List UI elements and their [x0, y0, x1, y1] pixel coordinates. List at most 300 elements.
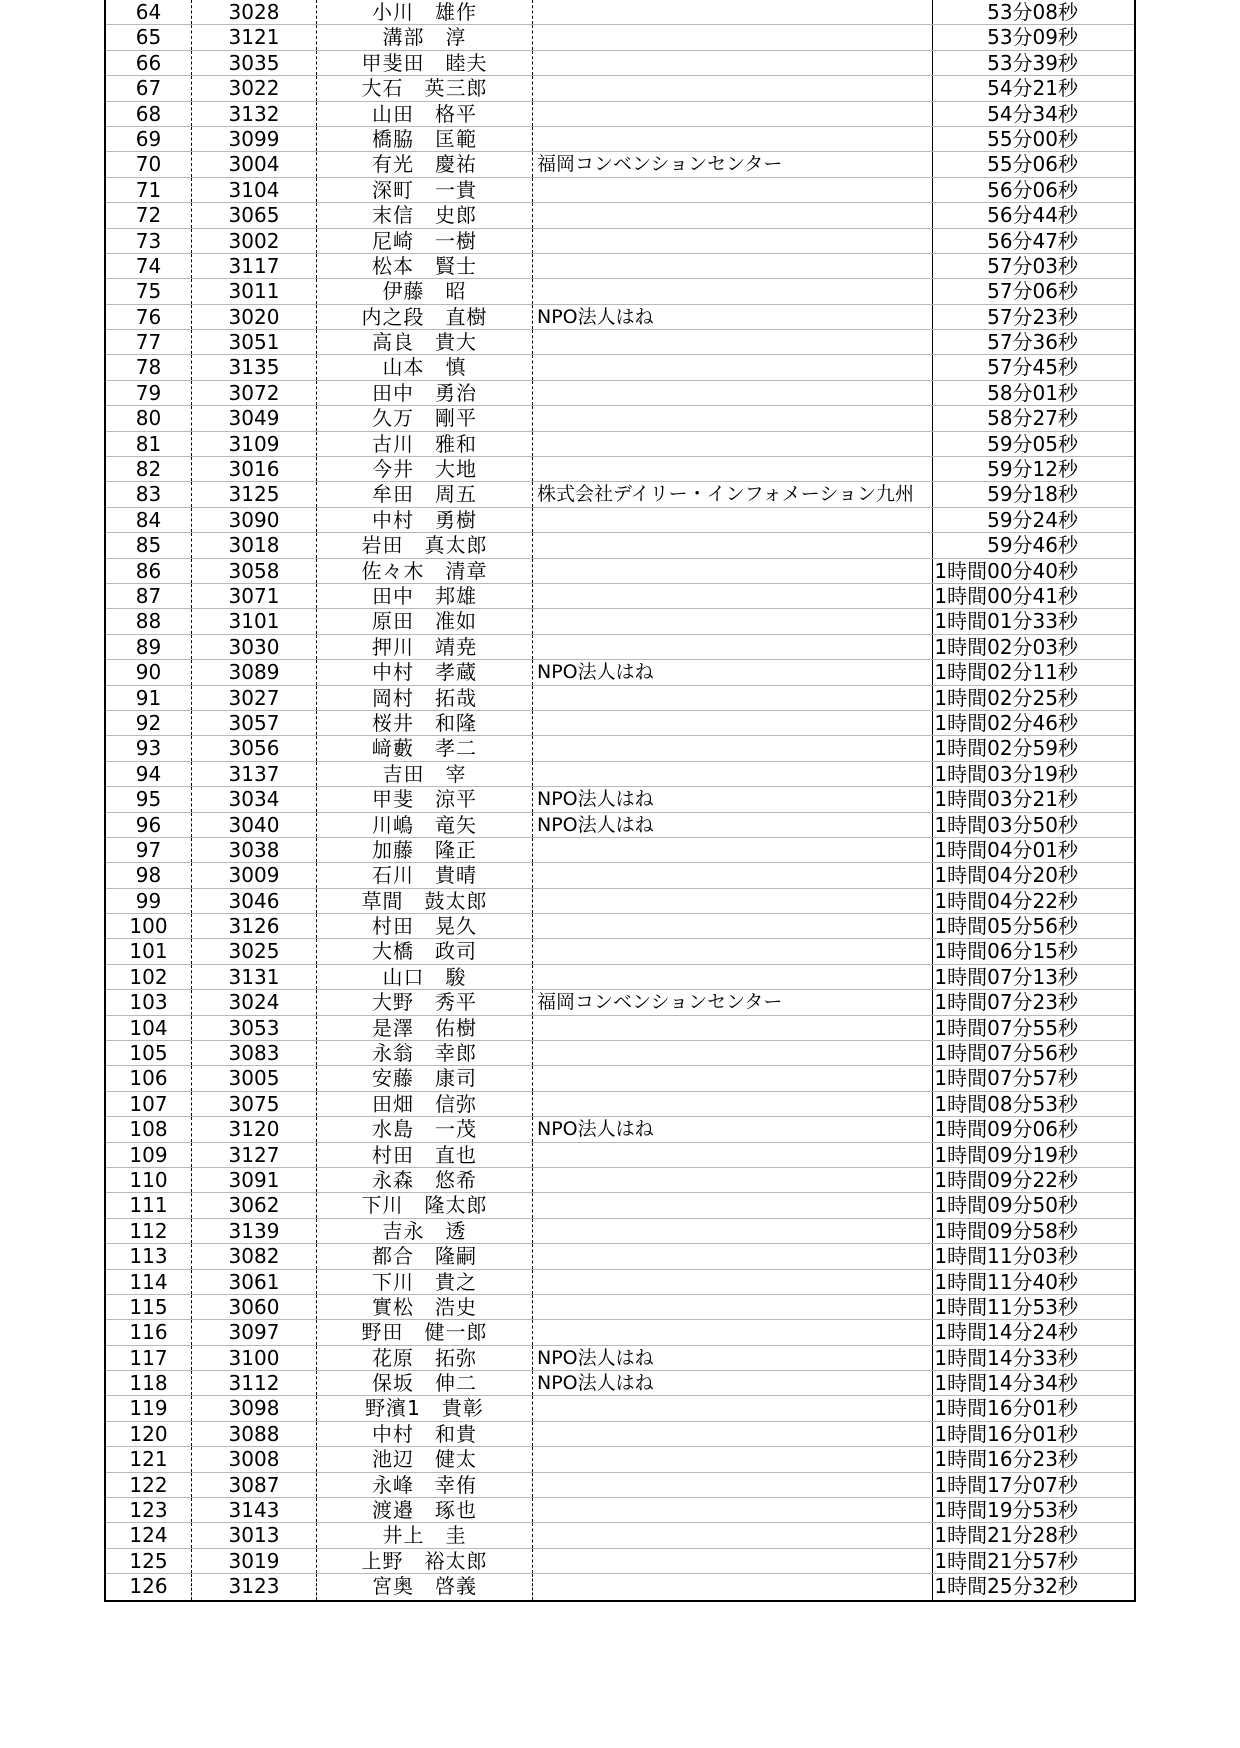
runner-name-cell: 吉永 透	[317, 1219, 533, 1243]
runner-name-cell: 﨑藪 孝二	[317, 736, 533, 760]
team-cell	[533, 965, 933, 989]
team-cell: NPO法人はね	[533, 305, 933, 329]
rank-cell: 93	[106, 736, 192, 760]
finish-time-cell: 1時間03分50秒	[934, 812, 1078, 837]
runner-name-cell: 中村 勇樹	[317, 508, 533, 532]
table-row	[106, 152, 1134, 177]
table-row	[106, 1041, 1134, 1066]
runner-name-cell: 山田 格平	[317, 102, 533, 126]
runner-name-cell: 大石 英三郎	[317, 76, 533, 100]
table-row	[106, 1422, 1134, 1447]
rank-cell: 65	[106, 25, 192, 49]
bib-number-cell: 3058	[192, 559, 317, 583]
finish-time-cell: 59分24秒	[987, 507, 1078, 532]
bib-number-cell: 3051	[192, 330, 317, 354]
team-cell	[533, 229, 933, 253]
runner-name-cell: 下川 隆太郎	[317, 1193, 533, 1217]
rank-cell: 71	[106, 178, 192, 202]
table-row	[106, 279, 1134, 304]
bib-number-cell: 3024	[192, 990, 317, 1014]
team-cell	[533, 635, 933, 659]
runner-name-cell: 桜井 和隆	[317, 711, 533, 735]
table-row	[106, 1244, 1134, 1269]
table-row	[106, 914, 1134, 939]
finish-time-cell: 57分45秒	[987, 355, 1078, 380]
finish-time-cell: 1時間07分23秒	[934, 990, 1078, 1015]
rank-cell: 83	[106, 482, 192, 506]
table-row	[106, 990, 1134, 1015]
bib-number-cell: 3125	[192, 482, 317, 506]
rank-cell: 107	[106, 1092, 192, 1116]
table-row	[106, 1574, 1134, 1599]
finish-time-cell: 1時間09分22秒	[934, 1167, 1078, 1192]
rank-cell: 75	[106, 279, 192, 303]
rank-cell: 115	[106, 1295, 192, 1319]
finish-time-cell: 57分36秒	[987, 330, 1078, 355]
table-row	[106, 1066, 1134, 1091]
table-row	[106, 1498, 1134, 1523]
team-cell	[533, 711, 933, 735]
runner-name-cell: 原田 准如	[317, 609, 533, 633]
rank-cell: 70	[106, 152, 192, 176]
rank-cell: 114	[106, 1270, 192, 1294]
bib-number-cell: 3126	[192, 914, 317, 938]
runner-name-cell: 甲斐田 睦夫	[317, 51, 533, 75]
rank-cell: 69	[106, 127, 192, 151]
finish-time-cell: 56分47秒	[987, 228, 1078, 253]
bib-number-cell: 3075	[192, 1092, 317, 1116]
finish-time-cell: 1時間03分21秒	[934, 787, 1078, 812]
rank-cell: 86	[106, 559, 192, 583]
table-row	[106, 457, 1134, 482]
bib-number-cell: 3089	[192, 660, 317, 684]
table-row	[106, 1523, 1134, 1548]
bib-number-cell: 3135	[192, 355, 317, 379]
runner-name-cell: 大橋 政司	[317, 939, 533, 963]
bib-number-cell: 3137	[192, 762, 317, 786]
rank-cell: 110	[106, 1168, 192, 1192]
table-row	[106, 229, 1134, 254]
bib-number-cell: 3013	[192, 1523, 317, 1547]
team-cell: NPO法人はね	[533, 1346, 933, 1370]
table-row	[106, 1168, 1134, 1193]
finish-time-cell: 1時間11分03秒	[934, 1244, 1078, 1269]
finish-time-cell: 1時間16分23秒	[934, 1447, 1078, 1472]
team-cell	[533, 609, 933, 633]
team-cell	[533, 102, 933, 126]
rank-cell: 84	[106, 508, 192, 532]
rank-cell: 87	[106, 584, 192, 608]
rank-cell: 88	[106, 609, 192, 633]
results-table	[104, 0, 1136, 1602]
runner-name-cell: 牟田 周五	[317, 482, 533, 506]
finish-time-cell: 1時間21分57秒	[934, 1548, 1078, 1573]
finish-time-cell: 1時間25分32秒	[934, 1574, 1078, 1599]
table-row	[106, 533, 1134, 558]
team-cell	[533, 762, 933, 786]
runner-name-cell: 山本 慎	[317, 355, 533, 379]
bib-number-cell: 3016	[192, 457, 317, 481]
team-cell: 株式会社デイリー・インフォメーション九州	[533, 482, 933, 506]
team-cell	[533, 1574, 933, 1599]
runner-name-cell: 田畑 信弥	[317, 1092, 533, 1116]
rank-cell: 124	[106, 1523, 192, 1547]
bib-number-cell: 3121	[192, 25, 317, 49]
bib-number-cell: 3062	[192, 1193, 317, 1217]
finish-time-cell: 1時間02分46秒	[934, 710, 1078, 735]
bib-number-cell: 3038	[192, 838, 317, 862]
team-cell	[533, 939, 933, 963]
team-cell: 福岡コンベンションセンター	[533, 990, 933, 1014]
finish-time-cell: 1時間14分33秒	[934, 1345, 1078, 1370]
table-row	[106, 355, 1134, 380]
table-row	[106, 711, 1134, 736]
table-row	[106, 1143, 1134, 1168]
table-row	[106, 1346, 1134, 1371]
team-cell	[533, 1066, 933, 1090]
table-row	[106, 1117, 1134, 1142]
table-row	[106, 127, 1134, 152]
bib-number-cell: 3072	[192, 381, 317, 405]
finish-time-cell: 1時間16分01秒	[934, 1396, 1078, 1421]
rank-cell: 105	[106, 1041, 192, 1065]
table-row	[106, 1092, 1134, 1117]
runner-name-cell: 有光 慶祐	[317, 152, 533, 176]
bib-number-cell: 3088	[192, 1422, 317, 1446]
table-row	[106, 1371, 1134, 1396]
rank-cell: 64	[106, 0, 192, 24]
team-cell	[533, 1244, 933, 1268]
rank-cell: 102	[106, 965, 192, 989]
table-row	[106, 1447, 1134, 1472]
runner-name-cell: 野濱1 貴彰	[317, 1396, 533, 1420]
team-cell	[533, 686, 933, 710]
table-row	[106, 1219, 1134, 1244]
runner-name-cell: 川嶋 竜矢	[317, 813, 533, 837]
rank-cell: 100	[106, 914, 192, 938]
bib-number-cell: 3020	[192, 305, 317, 329]
bib-number-cell: 3019	[192, 1549, 317, 1573]
team-cell	[533, 203, 933, 227]
table-row	[106, 559, 1134, 584]
finish-time-cell: 57分06秒	[987, 279, 1078, 304]
bib-number-cell: 3027	[192, 686, 317, 710]
runner-name-cell: 實松 浩史	[317, 1295, 533, 1319]
runner-name-cell: 岡村 拓哉	[317, 686, 533, 710]
bib-number-cell: 3101	[192, 609, 317, 633]
runner-name-cell: 久万 剛平	[317, 406, 533, 430]
team-cell: NPO法人はね	[533, 660, 933, 684]
finish-time-cell: 1時間14分34秒	[934, 1371, 1078, 1396]
team-cell	[533, 127, 933, 151]
rank-cell: 111	[106, 1193, 192, 1217]
runner-name-cell: 村田 直也	[317, 1143, 533, 1167]
runner-name-cell: 上野 裕太郎	[317, 1549, 533, 1573]
table-row	[106, 0, 1134, 25]
table-row	[106, 686, 1134, 711]
team-cell	[533, 1041, 933, 1065]
rank-cell: 113	[106, 1244, 192, 1268]
table-row	[106, 965, 1134, 990]
finish-time-cell: 1時間09分19秒	[934, 1142, 1078, 1167]
bib-number-cell: 3083	[192, 1041, 317, 1065]
bib-number-cell: 3011	[192, 279, 317, 303]
table-row	[106, 25, 1134, 50]
team-cell	[533, 0, 933, 24]
team-cell	[533, 1320, 933, 1344]
rank-cell: 101	[106, 939, 192, 963]
runner-name-cell: 花原 拓弥	[317, 1346, 533, 1370]
table-row	[106, 102, 1134, 127]
table-row	[106, 178, 1134, 203]
team-cell	[533, 76, 933, 100]
rank-cell: 122	[106, 1473, 192, 1497]
team-cell	[533, 254, 933, 278]
rank-cell: 74	[106, 254, 192, 278]
team-cell	[533, 838, 933, 862]
runner-name-cell: 今井 大地	[317, 457, 533, 481]
team-cell	[533, 1473, 933, 1497]
team-cell	[533, 1523, 933, 1547]
team-cell: NPO法人はね	[533, 1371, 933, 1395]
runner-name-cell: 永森 悠希	[317, 1168, 533, 1192]
bib-number-cell: 3127	[192, 1143, 317, 1167]
team-cell	[533, 51, 933, 75]
table-row	[106, 939, 1134, 964]
runner-name-cell: 中村 孝蔵	[317, 660, 533, 684]
bib-number-cell: 3030	[192, 635, 317, 659]
rank-cell: 78	[106, 355, 192, 379]
rank-cell: 103	[106, 990, 192, 1014]
bib-number-cell: 3123	[192, 1574, 317, 1599]
bib-number-cell: 3143	[192, 1498, 317, 1522]
bib-number-cell: 3025	[192, 939, 317, 963]
bib-number-cell: 3056	[192, 736, 317, 760]
rank-cell: 94	[106, 762, 192, 786]
rank-cell: 90	[106, 660, 192, 684]
runner-name-cell: 松本 賢士	[317, 254, 533, 278]
bib-number-cell: 3132	[192, 102, 317, 126]
runner-name-cell: 甲斐 涼平	[317, 787, 533, 811]
bib-number-cell: 3022	[192, 76, 317, 100]
finish-time-cell: 1時間07分57秒	[934, 1066, 1078, 1091]
bib-number-cell: 3087	[192, 1473, 317, 1497]
runner-name-cell: 尼崎 一樹	[317, 229, 533, 253]
rank-cell: 66	[106, 51, 192, 75]
finish-time-cell: 1時間16分01秒	[934, 1421, 1078, 1446]
table-row	[106, 1270, 1134, 1295]
runner-name-cell: 永峰 幸侑	[317, 1473, 533, 1497]
finish-time-cell: 1時間00分40秒	[934, 558, 1078, 583]
finish-time-cell: 1時間09分58秒	[934, 1218, 1078, 1243]
rank-cell: 112	[106, 1219, 192, 1243]
runner-name-cell: 山口 駿	[317, 965, 533, 989]
rank-cell: 91	[106, 686, 192, 710]
bib-number-cell: 3005	[192, 1066, 317, 1090]
runner-name-cell: 岩田 真太郎	[317, 533, 533, 557]
table-row	[106, 203, 1134, 228]
finish-time-cell: 1時間09分50秒	[934, 1193, 1078, 1218]
table-row	[106, 813, 1134, 838]
table-row	[106, 889, 1134, 914]
runner-name-cell: 内之段 直樹	[317, 305, 533, 329]
runner-name-cell: 溝部 淳	[317, 25, 533, 49]
bib-number-cell: 3131	[192, 965, 317, 989]
runner-name-cell: 高良 貴大	[317, 330, 533, 354]
team-cell	[533, 1447, 933, 1471]
finish-time-cell: 55分06秒	[987, 152, 1078, 177]
bib-number-cell: 3112	[192, 1371, 317, 1395]
bib-number-cell: 3046	[192, 889, 317, 913]
team-cell	[533, 508, 933, 532]
team-cell	[533, 914, 933, 938]
table-row	[106, 254, 1134, 279]
team-cell	[533, 279, 933, 303]
rank-cell: 67	[106, 76, 192, 100]
runner-name-cell: 田中 邦雄	[317, 584, 533, 608]
team-cell	[533, 1549, 933, 1573]
table-row	[106, 1193, 1134, 1218]
table-row	[106, 406, 1134, 431]
bib-number-cell: 3099	[192, 127, 317, 151]
rank-cell: 79	[106, 381, 192, 405]
bib-number-cell: 3090	[192, 508, 317, 532]
rank-cell: 82	[106, 457, 192, 481]
table-row	[106, 381, 1134, 406]
finish-time-cell: 1時間07分13秒	[934, 964, 1078, 989]
runner-name-cell: 押川 靖尭	[317, 635, 533, 659]
finish-time-cell: 59分46秒	[987, 533, 1078, 558]
team-cell: 福岡コンベンションセンター	[533, 152, 933, 176]
bib-number-cell: 3082	[192, 1244, 317, 1268]
table-row	[106, 609, 1134, 634]
finish-time-cell: 59分12秒	[987, 457, 1078, 482]
bib-number-cell: 3034	[192, 787, 317, 811]
team-cell: NPO法人はね	[533, 787, 933, 811]
finish-time-cell: 1時間08分53秒	[934, 1091, 1078, 1116]
rank-cell: 106	[106, 1066, 192, 1090]
rank-cell: 118	[106, 1371, 192, 1395]
rank-cell: 123	[106, 1498, 192, 1522]
team-cell	[533, 1219, 933, 1243]
rank-cell: 116	[106, 1320, 192, 1344]
table-row	[106, 1549, 1134, 1574]
finish-time-cell: 1時間19分53秒	[934, 1498, 1078, 1523]
finish-time-cell: 1時間02分59秒	[934, 736, 1078, 761]
runner-name-cell: 佐々木 清章	[317, 559, 533, 583]
bib-number-cell: 3091	[192, 1168, 317, 1192]
runner-name-cell: 都合 隆嗣	[317, 1244, 533, 1268]
rank-cell: 85	[106, 533, 192, 557]
finish-time-cell: 53分09秒	[987, 25, 1078, 50]
finish-time-cell: 1時間09分06秒	[934, 1117, 1078, 1142]
team-cell	[533, 355, 933, 379]
runner-name-cell: 古川 雅和	[317, 432, 533, 456]
runner-name-cell: 末信 史郎	[317, 203, 533, 227]
bib-number-cell: 3004	[192, 152, 317, 176]
team-cell	[533, 381, 933, 405]
table-row	[106, 432, 1134, 457]
runner-name-cell: 村田 晃久	[317, 914, 533, 938]
table-row	[106, 635, 1134, 660]
finish-time-cell: 1時間02分03秒	[934, 634, 1078, 659]
team-cell	[533, 1422, 933, 1446]
bib-number-cell: 3117	[192, 254, 317, 278]
team-cell: NPO法人はね	[533, 813, 933, 837]
rank-cell: 121	[106, 1447, 192, 1471]
bib-number-cell: 3053	[192, 1016, 317, 1040]
runner-name-cell: 是澤 佑樹	[317, 1016, 533, 1040]
table-row	[106, 1295, 1134, 1320]
finish-time-cell: 59分05秒	[987, 431, 1078, 456]
finish-time-cell: 54分21秒	[987, 76, 1078, 101]
team-cell	[533, 1168, 933, 1192]
team-cell	[533, 1016, 933, 1040]
team-cell	[533, 584, 933, 608]
table-row	[106, 660, 1134, 685]
finish-time-cell: 58分01秒	[987, 380, 1078, 405]
table-row	[106, 330, 1134, 355]
bib-number-cell: 3100	[192, 1346, 317, 1370]
bib-number-cell: 3028	[192, 0, 317, 24]
rank-cell: 97	[106, 838, 192, 862]
table-row	[106, 305, 1134, 330]
finish-time-cell: 58分27秒	[987, 406, 1078, 431]
finish-time-cell: 1時間17分07秒	[934, 1472, 1078, 1497]
table-row	[106, 482, 1134, 507]
table-row	[106, 863, 1134, 888]
finish-time-cell: 1時間04分22秒	[934, 888, 1078, 913]
runner-name-cell: 深町 一貴	[317, 178, 533, 202]
bib-number-cell: 3018	[192, 533, 317, 557]
finish-time-cell: 1時間06分15秒	[934, 939, 1078, 964]
finish-time-cell: 57分23秒	[987, 304, 1078, 329]
finish-time-cell: 1時間04分20秒	[934, 863, 1078, 888]
team-cell	[533, 1193, 933, 1217]
runner-name-cell: 渡邉 琢也	[317, 1498, 533, 1522]
team-cell	[533, 1270, 933, 1294]
runner-name-cell: 橋脇 匡範	[317, 127, 533, 151]
runner-name-cell: 田中 勇治	[317, 381, 533, 405]
rank-cell: 81	[106, 432, 192, 456]
rank-cell: 99	[106, 889, 192, 913]
finish-time-cell: 54分34秒	[987, 101, 1078, 126]
finish-time-cell: 1時間03分19秒	[934, 761, 1078, 786]
table-row	[106, 1396, 1134, 1421]
bib-number-cell: 3139	[192, 1219, 317, 1243]
runner-name-cell: 大野 秀平	[317, 990, 533, 1014]
rank-cell: 96	[106, 813, 192, 837]
finish-time-cell: 1時間04分01秒	[934, 837, 1078, 862]
finish-time-cell: 1時間01分33秒	[934, 609, 1078, 634]
table-row	[106, 51, 1134, 76]
runner-name-cell: 池辺 健太	[317, 1447, 533, 1471]
table-row	[106, 1320, 1134, 1345]
rank-cell: 92	[106, 711, 192, 735]
team-cell	[533, 1295, 933, 1319]
table-row	[106, 838, 1134, 863]
bib-number-cell: 3057	[192, 711, 317, 735]
finish-time-cell: 1時間14分24秒	[934, 1320, 1078, 1345]
team-cell	[533, 1092, 933, 1116]
finish-time-cell: 1時間02分11秒	[934, 660, 1078, 685]
rank-cell: 108	[106, 1117, 192, 1141]
bib-number-cell: 3009	[192, 863, 317, 887]
team-cell	[533, 889, 933, 913]
runner-name-cell: 石川 貴晴	[317, 863, 533, 887]
bib-number-cell: 3098	[192, 1396, 317, 1420]
bib-number-cell: 3002	[192, 229, 317, 253]
